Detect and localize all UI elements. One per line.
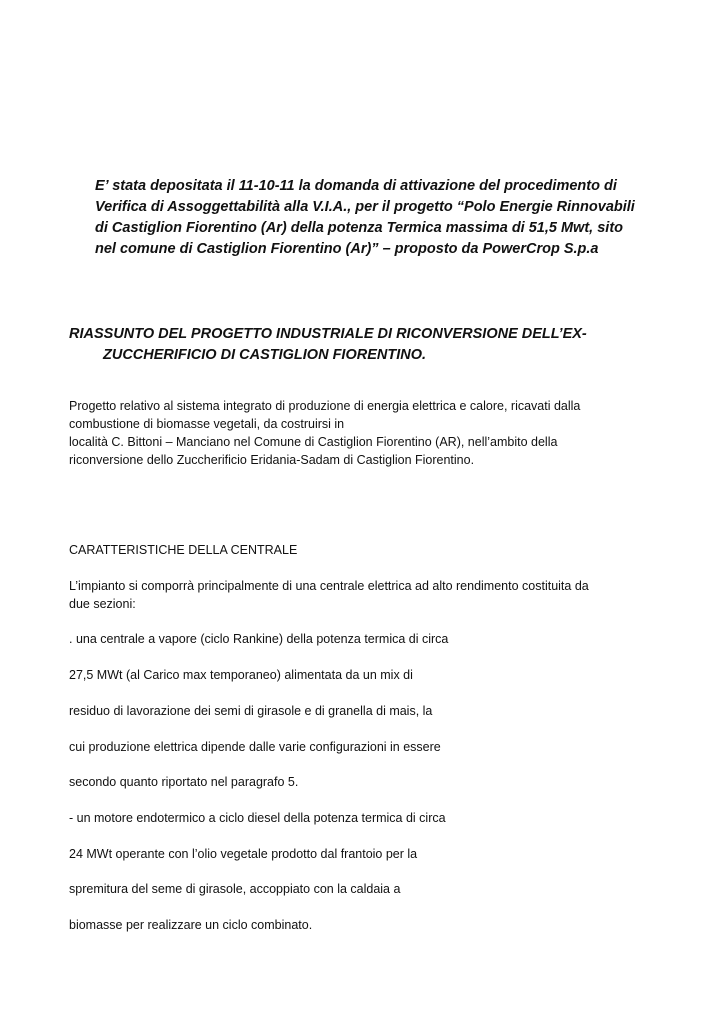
notice-line: nel comune di Castiglion Fiorentino (Ar)” – proposto da PowerCrop S.p.a	[95, 241, 599, 257]
list-item: - un motore endotermico a ciclo diesel della potenza termica di circa	[69, 811, 446, 825]
filing-notice	[95, 176, 665, 260]
list-item: secondo quanto riportato nel paragrafo 5.	[69, 775, 299, 789]
list-item: biomasse per realizzare un ciclo combinato.	[69, 918, 313, 932]
plant-description-line: due sezioni:	[69, 597, 136, 611]
intro-line: riconversione dello Zuccherificio Eridania-Sadam di Castiglion Fiorentino.	[69, 453, 475, 467]
list-item: 24 MWt operante con l’olio vegetale prodotto dal frantoio per la	[69, 847, 418, 861]
intro-line: località C. Bittoni – Manciano nel Comune di Castiglion Fiorentino (AR), nell’ambito della	[69, 435, 558, 449]
intro-line: Progetto relativo al sistema integrato di produzione di energia elettrica e calore, ricavati dalla	[69, 399, 581, 413]
notice-line: Verifica di Assoggettabilità alla V.I.A., per il progetto “Polo Energie Rinnovabili	[95, 199, 635, 215]
section-title: CARATTERISTICHE DELLA CENTRALE	[69, 543, 298, 557]
plant-description	[69, 577, 589, 613]
plant-description-line: L’impianto si comporrà principalmente di una centrale elettrica ad alto rendimento costituita da	[69, 579, 589, 593]
list-item: . una centrale a vapore (ciclo Rankine) della potenza termica di circa	[69, 632, 449, 646]
list-item: residuo di lavorazione dei semi di girasole e di granella di mais, la	[69, 704, 433, 718]
notice-line: di Castiglion Fiorentino (Ar) della potenza Termica massima di 51,5 Mwt, sito	[95, 220, 624, 236]
project-summary-heading	[69, 324, 669, 366]
list-item: spremitura del seme di girasole, accoppiato con la caldaia a	[69, 882, 401, 896]
heading-line: ZUCCHERIFICIO DI CASTIGLION FIORENTINO.	[103, 347, 427, 363]
list-item: 27,5 MWt (al Carico max temporaneo) alimentata da un mix di	[69, 668, 413, 682]
notice-line: E’ stata depositata il 11-10-11 la domanda di attivazione del procedimento di	[95, 178, 617, 194]
project-intro-paragraph	[69, 397, 669, 469]
intro-line: combustione di biomasse vegetali, da costruirsi in	[69, 417, 345, 431]
heading-line: RIASSUNTO DEL PROGETTO INDUSTRIALE DI RICONVERSIONE DELL’EX-	[69, 326, 587, 342]
list-item: cui produzione elettrica dipende dalle varie configurazioni in essere	[69, 740, 441, 754]
